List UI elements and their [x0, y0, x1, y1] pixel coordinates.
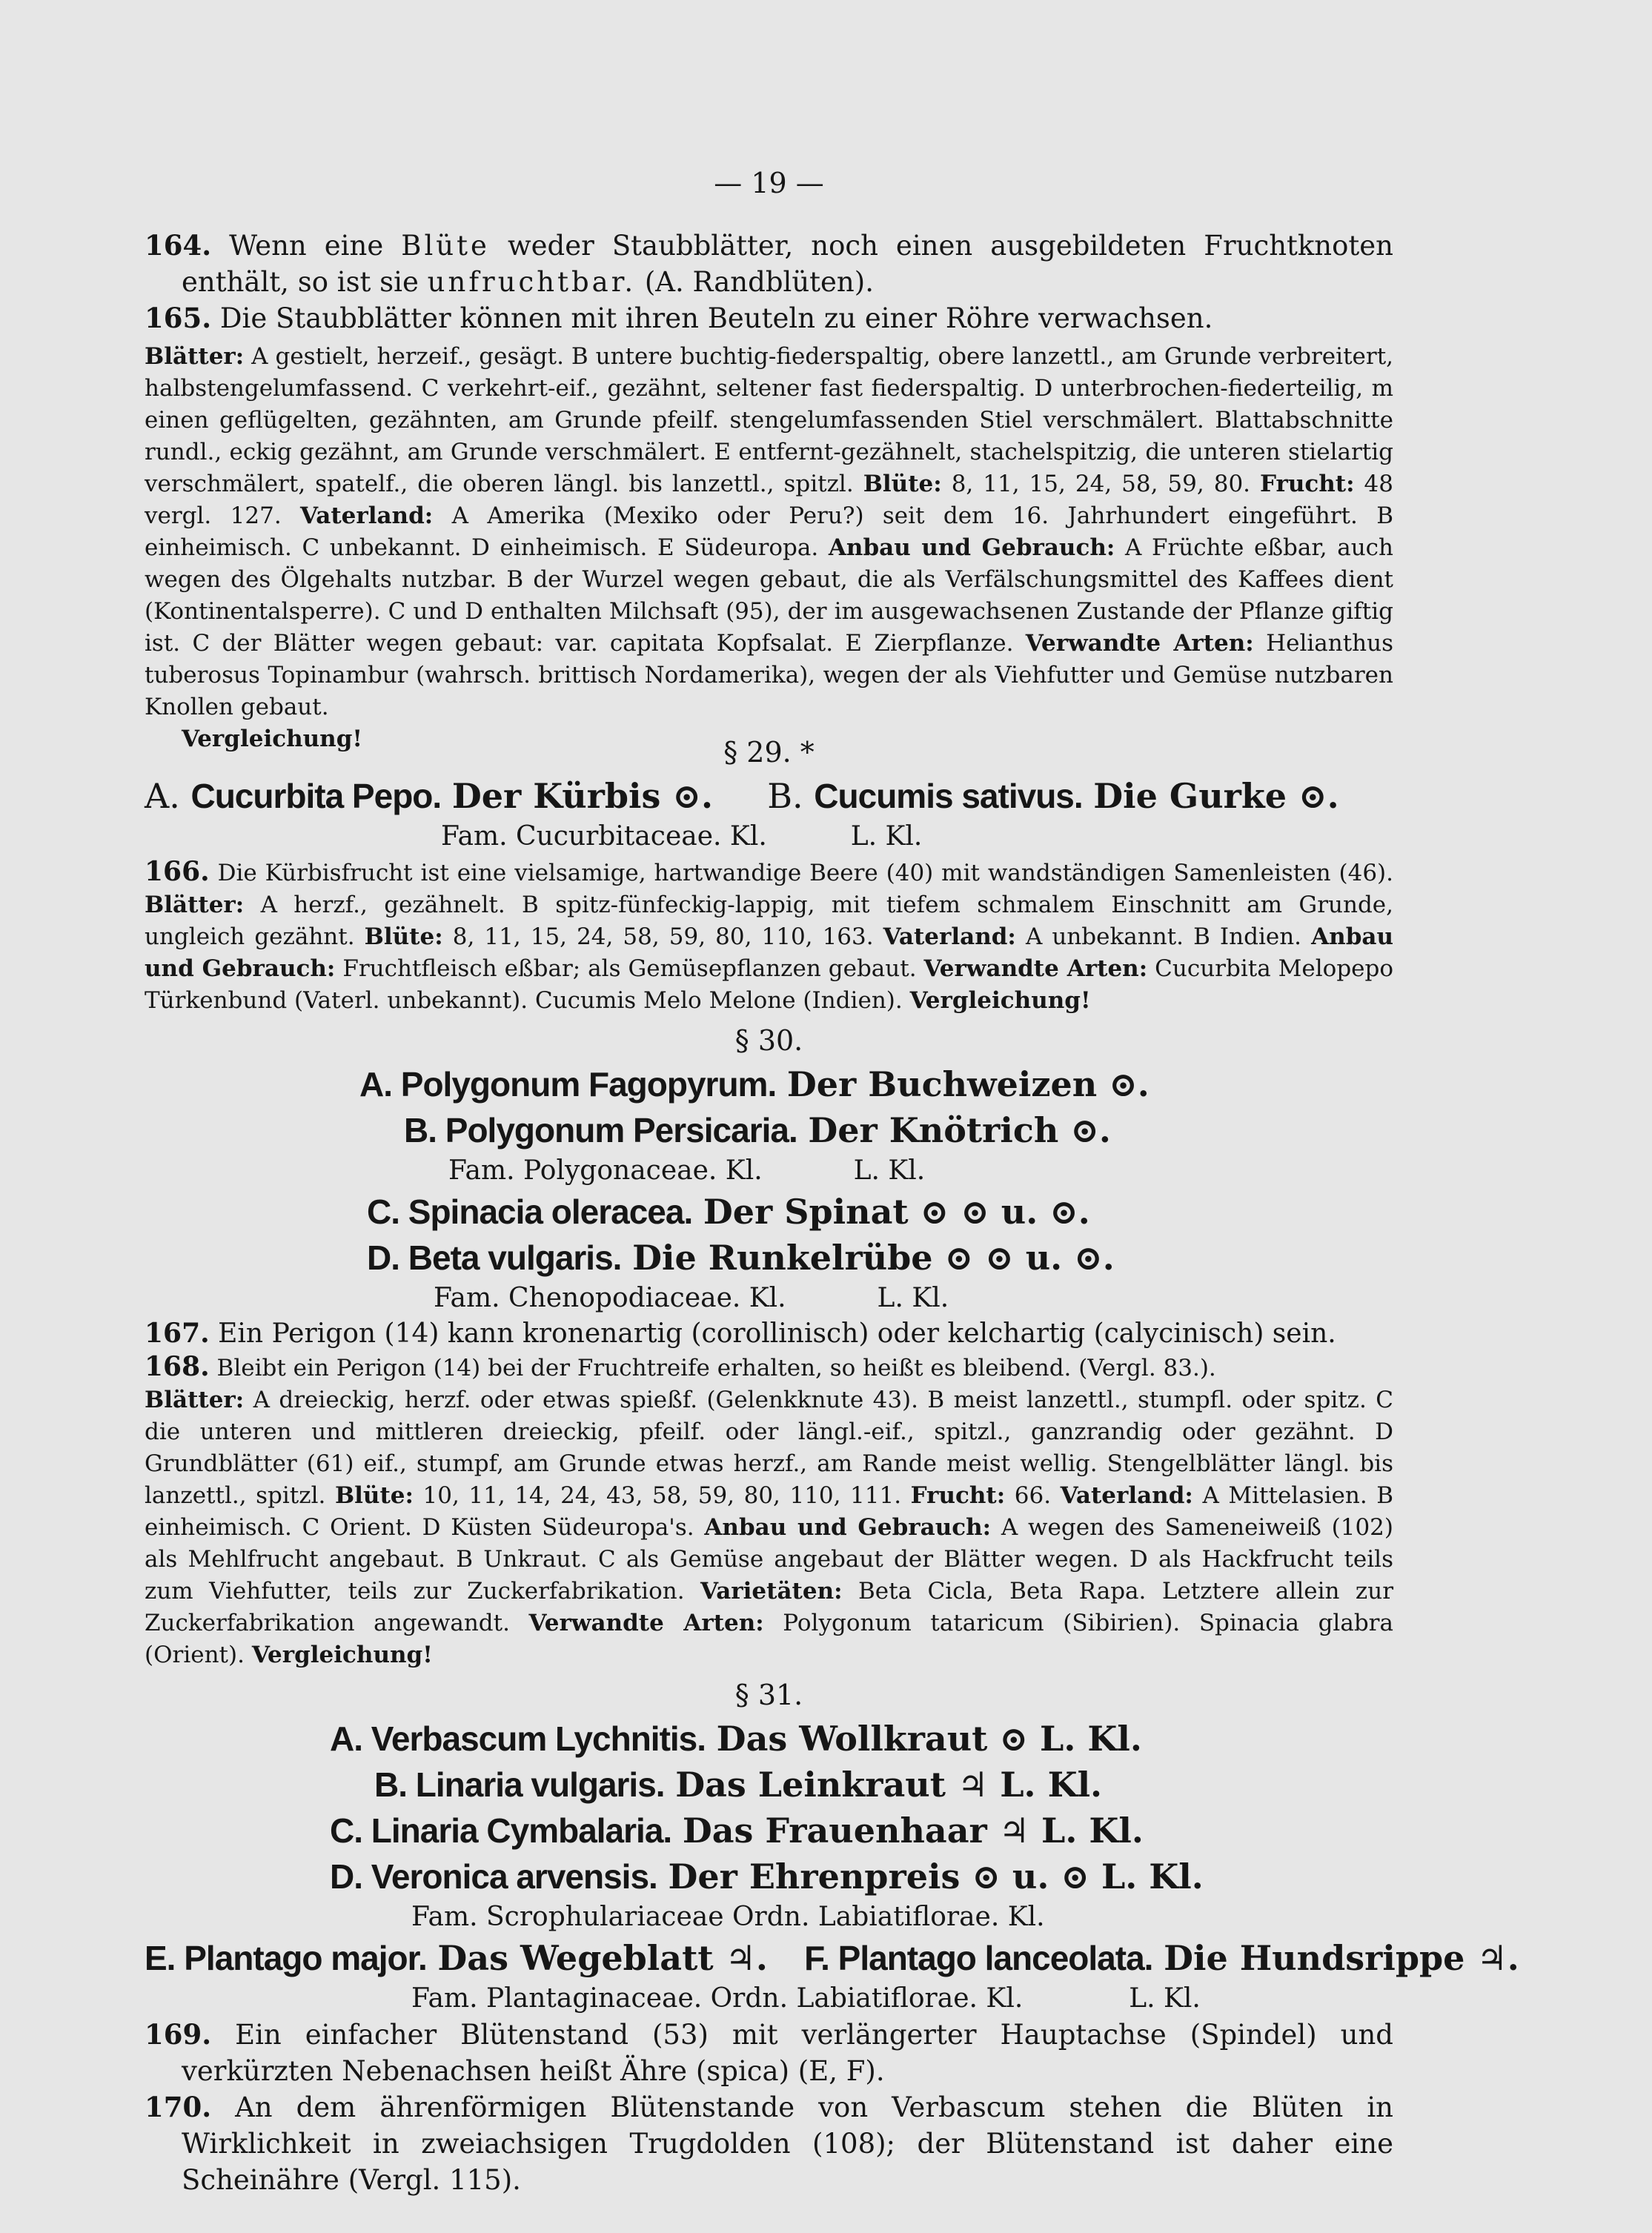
paragraph-number: 168. [145, 1351, 210, 1382]
species-german-name: Die Gurke ⊙. [1093, 776, 1339, 816]
family-line [145, 1981, 1393, 2017]
text: A Mittelasien. B einheimisch. C Orient. D Küsten Südeuropa's. [145, 1482, 1394, 1541]
label-bluete: Blüte: [863, 471, 942, 497]
family-line [145, 819, 1393, 855]
text: (A. Randblüten). [644, 266, 874, 298]
label-frucht: Frucht: [910, 1482, 1006, 1509]
species-german-name: Der Kürbis ⊙. [451, 776, 713, 816]
text: Fruchtfleisch eßbar; als Gemüsepflanzen gebaut. [342, 955, 917, 982]
species-row [145, 1762, 1393, 1808]
section-30-heading: § 30. [734, 1024, 803, 1057]
paragraph-number: 165. [145, 302, 212, 334]
species-latin-name: C. Spinacia oleracea. [367, 1192, 693, 1231]
label-verwandte: Verwandte Arten: [923, 955, 1148, 982]
species-row [145, 1235, 1393, 1281]
species-latin-name: F. Plantago lanceolata. [804, 1939, 1153, 1977]
label-bluete: Blüte: [364, 923, 443, 950]
species-row-29 [145, 773, 1393, 819]
species-latin-name: B. Linaria vulgaris. [374, 1765, 665, 1804]
species-row [145, 1854, 1393, 1899]
text: Polygonum tataricum (Sibirien). Spinacia glabra (Orient). [145, 1610, 1393, 1668]
label-blaetter: Blätter: [145, 892, 245, 918]
species-row [145, 1061, 1393, 1107]
family-name: Fam. Cucurbitaceae. Kl. [441, 821, 767, 852]
text: A unbekannt. B Indien. [1025, 923, 1302, 950]
species-german-name: Der Buchweizen ⊙. [786, 1064, 1150, 1104]
family-name: Fam. Polygonaceae. Kl. [448, 1155, 763, 1186]
species-letter: A. [145, 776, 180, 816]
text: Ein Perigon (14) kann kronenartig (corollinisch) oder kelchartig (calycinisch) sein. [218, 1318, 1336, 1349]
text: A Früchte eßbar, auch wegen des Ölgehalts nutzbar. B der Wurzel wegen gebaut, die als Verfälschungsmittel des Kaffees dient (Kontinentalsperre). C und D enthalten Milchsaft (95), der im ausgewachsenen Zustande der Pflanze giftig ist. C der Blätter wegen gebaut: var. capitata Kopfsalat. E Zierpflanze. [145, 534, 1394, 657]
paragraph-169 [145, 2017, 1393, 2089]
species-latin-name: B. Polygonum Persicaria. [404, 1111, 797, 1149]
species-german-name: Die Runkelrübe ⊙ ⊙ u. ⊙. [632, 1238, 1115, 1278]
label-verwandte: Verwandte Arten: [528, 1610, 764, 1636]
family-name: Fam. Chenopodiaceae. Kl. [434, 1283, 786, 1313]
paragraph-170 [145, 2089, 1393, 2198]
label-anbau: Anbau und Gebrauch: [704, 1514, 992, 1541]
species-german-name: Das Leinkraut ♃ L. Kl. [675, 1765, 1103, 1805]
text: Helianthus tuberosus Topinambur (wahrsch. brittisch Nordamerika), wegen der als Viehfutter und Gemüse nutzbaren Knollen gebaut. [145, 630, 1394, 720]
paragraph-165 [145, 300, 1393, 336]
text: A dreieckig, herzf. oder etwas spießf. (Gelenkknute 43). B meist lanzettl., stumpfl. oder spitz. C die unteren und mittleren dreieckig, pfeilf. oder längl.-eif., spitzl., ganzrandig oder gezähnt. D Grundblätter (61) eif., stumpf, am Grunde etwas herzf., am Rande meist wellig. Stengelblätter längl. bis lanzettl., spitzl. [145, 1387, 1393, 1509]
text: A wegen des Sameneiweiß (102) als Mehlfrucht angebaut. B Unkraut. C als Gemüse angebaut der Blätter wegen. D als Hackfrucht teils zum Viehfutter, teils zur Zuckerfabrikation. [145, 1514, 1393, 1605]
text: Die Staubblätter können mit ihren Beuteln zu einer Röhre verwachsen. [219, 302, 1213, 334]
paragraph-168 [145, 1351, 1393, 1384]
species-row [145, 1189, 1393, 1235]
paragraph-number: 164. [145, 229, 212, 262]
label-vergleichung: Vergleichung! [909, 987, 1091, 1014]
text: Die Kürbisfrucht ist eine vielsamige, hartwandige Beere (40) mit wandständigen Samenleisten (46). [217, 860, 1394, 886]
linnean-class: L. Kl. [853, 1155, 926, 1186]
paragraph-164 [145, 228, 1393, 300]
section-28-details [145, 341, 1393, 723]
page-number: — 19 — [714, 167, 824, 199]
linnean-class: L. Kl. [1129, 1983, 1201, 2014]
paragraph-number: 170. [145, 2091, 212, 2123]
text: Ein einfacher Blütenstand (53) mit verlängerter Hauptachse (Spindel) und verkürzten Nebenachsen heißt Ähre (spica) (E, F). [182, 2019, 1393, 2087]
label-vaterland: Vaterland: [300, 502, 434, 529]
text: Beta Cicla, Beta Rapa. Letztere allein zur Zuckerfabrikation angewandt. [145, 1578, 1394, 1636]
paragraph-number: 167. [145, 1318, 210, 1349]
section-29-heading: § 29. * [723, 736, 815, 769]
species-german-name: Der Knötrich ⊙. [808, 1110, 1111, 1150]
text: 8, 11, 15, 24, 58, 59, 80. [951, 471, 1251, 497]
spaced-term: unfruchtbar. [427, 266, 637, 298]
label-bluete: Blüte: [334, 1482, 414, 1509]
species-german-name: Der Ehrenpreis ⊙ u. ⊙ L. Kl. [668, 1857, 1204, 1897]
species-german-name: Die Hundsrippe ♃. [1164, 1938, 1519, 1978]
species-letter: B. [767, 776, 803, 816]
linnean-class: L. Kl. [877, 1283, 949, 1313]
paragraph-166 [145, 856, 1393, 1017]
spaced-term: Blüte [401, 230, 490, 262]
species-row [145, 1935, 1519, 1981]
label-vergleichung: Vergleichung! [182, 726, 362, 752]
text: A Amerika (Mexiko oder Peru?) seit dem 16. Jahrhundert eingeführt. B einheimisch. C unbekannt. D einheimisch. E Südeuropa. [145, 502, 1393, 561]
species-row [145, 1107, 1393, 1153]
species-row [145, 1716, 1393, 1762]
text: Wenn eine [229, 230, 384, 262]
label-vaterland: Vaterland: [1060, 1482, 1193, 1509]
label-blaetter: Blätter: [145, 343, 245, 370]
label-anbau: Anbau und Gebrauch: [145, 923, 1394, 982]
species-latin-name: E. Plantago major. [145, 1939, 427, 1977]
family-line [145, 1153, 1393, 1189]
label-blaetter: Blätter: [145, 1387, 245, 1413]
text: Cucurbita Melopepo Türkenbund (Vaterl. unbekannt). Cucumis Melo Melone (Indien). [145, 955, 1394, 1014]
species-german-name: Das Wollkraut ⊙ L. Kl. [716, 1719, 1142, 1759]
text: weder Staubblätter, noch einen ausgebildeten Fruchtknoten enthält, so ist sie [182, 230, 1394, 298]
text: 66. [1014, 1482, 1052, 1509]
species-latin-name: A. Polygonum Fagopyrum. [359, 1065, 777, 1104]
text: An dem ährenförmigen Blütenstande von Verbascum stehen die Blüten in Wirklichkeit in zweiachsigen Trugdolden (108); der Blütenstand ist daher eine Scheinähre (Vergl. 115). [182, 2091, 1394, 2196]
species-latin-name: C. Linaria Cymbalaria. [330, 1811, 672, 1850]
text: A herzf., gezähnelt. B spitz-fünfeckig-lappig, mit tiefem schmalem Einschnitt am Grunde, ungleich gezähnt. [145, 892, 1393, 950]
paragraph-number: 169. [145, 2018, 212, 2051]
species-latin-name: D. Beta vulgaris. [367, 1238, 622, 1277]
label-vaterland: Vaterland: [883, 923, 1016, 950]
page-content [145, 167, 1519, 2198]
species-german-name: Das Wegeblatt ♃. [437, 1938, 768, 1978]
species-latin-name: A. Verbascum Lychnitis. [330, 1719, 706, 1758]
family-line [145, 1281, 1393, 1316]
label-anbau: Anbau und Gebrauch: [828, 534, 1115, 561]
text: A gestielt, herzeif., gesägt. B untere buchtig-fiederspaltig, obere lanzettl., am Grunde verbreitert, halbstengelumfassend. C verkehrt-eif., gezähnt, seltener fast fiederspaltig. D unterbrochen-fiederteilig, m einen geflügelten, gezähnten, am Grunde pfeilf. stengelumfassenden Stiel verschmälert. Blattabschnitte rundl., eckig gezähnt, am Grunde verschmälert. E entfernt-gezähnelt, stachelspitzig, die unteren stielartig verschmälert, spatelf., die oberen längl. bis lanzettl., spitzl. [145, 343, 1394, 497]
text: 8, 11, 15, 24, 58, 59, 80, 110, 163. [452, 923, 874, 950]
section-30-details [145, 1384, 1393, 1671]
text: Bleibt ein Perigon (14) bei der Fruchtreife erhalten, so heißt es bleibend. (Vergl. 83.). [216, 1355, 1216, 1381]
family-name: Fam. Scrophulariaceae Ordn. Labiatiflorae. Kl. [411, 1902, 1045, 1932]
label-varietaeten: Varietäten: [700, 1578, 843, 1605]
section-31-heading: § 31. [734, 1679, 803, 1711]
label-frucht: Frucht: [1260, 471, 1355, 497]
label-vergleichung: Vergleichung! [251, 1642, 433, 1668]
text: 10, 11, 14, 24, 43, 58, 59, 80, 110, 111. [422, 1482, 902, 1509]
family-line [145, 1899, 1393, 1935]
species-latin-name: D. Veronica arvensis. [330, 1857, 657, 1896]
species-latin-name: Cucurbita Pepo. [190, 777, 442, 815]
linnean-class: L. Kl. [850, 821, 923, 852]
text: 48 vergl. 127. [145, 471, 1393, 529]
paragraph-167 [145, 1316, 1393, 1351]
species-german-name: Der Spinat ⊙ ⊙ u. ⊙. [703, 1192, 1090, 1232]
species-german-name: Das Frauenhaar ♃ L. Kl. [682, 1811, 1144, 1851]
label-verwandte: Verwandte Arten: [1025, 630, 1254, 657]
family-name: Fam. Plantaginaceae. Ordn. Labiatiflorae. Kl. [411, 1983, 1024, 2014]
paragraph-number: 166. [145, 856, 210, 887]
species-latin-name: Cucumis sativus. [814, 777, 1083, 815]
species-row [145, 1808, 1393, 1854]
